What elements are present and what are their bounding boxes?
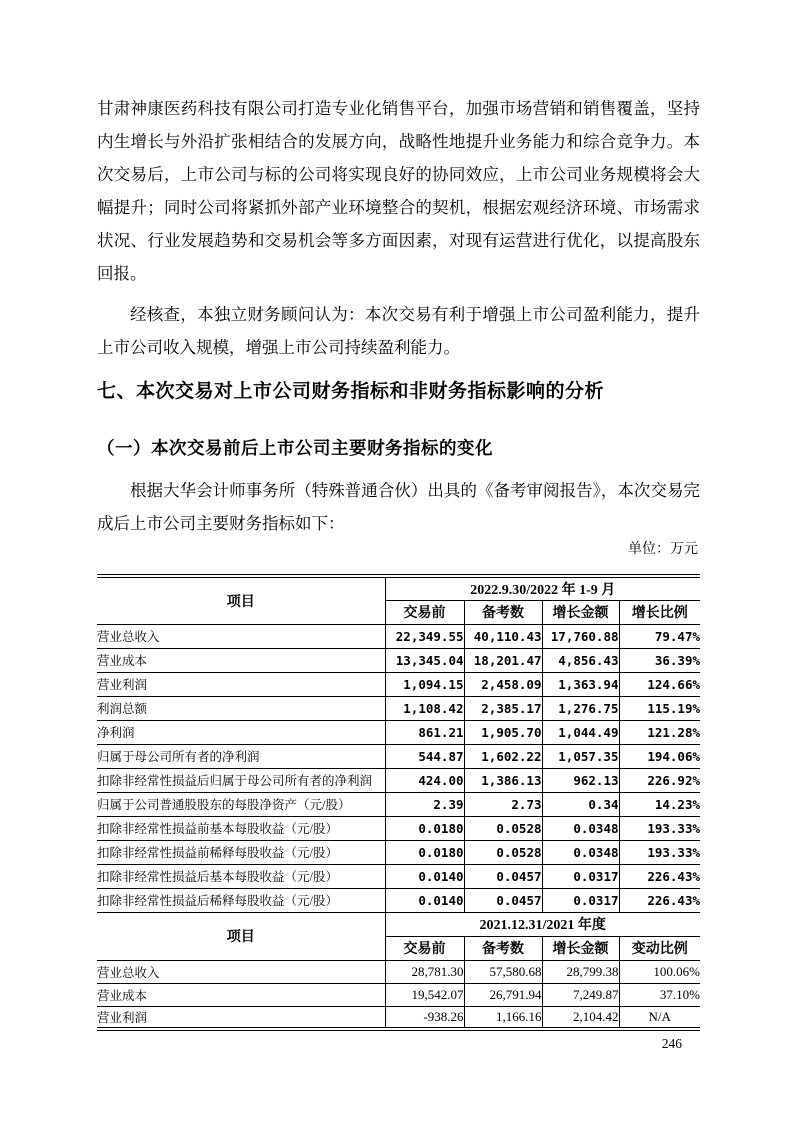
table-cell: 2,385.17 <box>464 696 542 720</box>
table-row <box>97 840 700 864</box>
table-cell: 1,044.49 <box>542 720 619 744</box>
paragraph-intro: 根据大华会计师事务所（特殊普通合伙）出具的《备考审阅报告》，本次交易完成后上市公司主要财务指标如下： <box>97 481 700 533</box>
table-cell: 1,602.22 <box>464 744 542 768</box>
table-cell: 0.0348 <box>542 840 619 864</box>
financial-indicators-table <box>97 574 700 1031</box>
table-cell: 17,760.88 <box>542 624 619 648</box>
table-cell: 193.33% <box>619 816 700 840</box>
table-cell: 1,363.94 <box>542 672 619 696</box>
table-header-row-period-2021 <box>97 912 700 936</box>
table-cell: 79.47% <box>619 624 700 648</box>
row-label: 归属于公司普通股股东的每股净资产（元/股） <box>97 792 385 816</box>
table-cell: 0.0528 <box>464 816 542 840</box>
table-row <box>97 864 700 888</box>
item-column-header: 项目 <box>97 576 385 624</box>
table-cell: 0.34 <box>542 792 619 816</box>
table-cell: 37.10% <box>619 983 700 1006</box>
column-header-growth-ratio: 增长比例 <box>619 600 700 624</box>
table-row <box>97 672 700 696</box>
table-cell: 861.21 <box>385 720 464 744</box>
table-cell: 22,349.55 <box>385 624 464 648</box>
subsection-heading: （一）本次交易前后上市公司主要财务指标的变化 <box>97 438 493 458</box>
table-row <box>97 1006 700 1029</box>
table-row <box>97 888 700 912</box>
page-number: 246 <box>661 1036 682 1051</box>
table-cell: 0.0180 <box>385 816 464 840</box>
table-cell: 4,856.43 <box>542 648 619 672</box>
table-cell: 544.87 <box>385 744 464 768</box>
table-cell: 2,458.09 <box>464 672 542 696</box>
row-label: 扣除非经常性损益前基本每股收益（元/股） <box>97 816 385 840</box>
table-cell: 0.0528 <box>464 840 542 864</box>
paragraph-continuation: 甘肃神康医药科技有限公司打造专业化销售平台，加强市场营销和销售覆盖，坚持内生增长与外沿扩张相结合的发展方向，战略性地提升业务能力和综合竞争力。本次交易后，上市公司与标的公司将实现良好的协同效应，上市公司业务规模将会大幅提升；同时公司将紧抓外部产业环境整合的契机，根据宏观经济环境、市场需求状况、行业发展趋势和交易机会等多方面因素，对现有运营进行优化，以提高股东回报。 <box>97 99 700 283</box>
table-cell: 40,110.43 <box>464 624 542 648</box>
table-row <box>97 744 700 768</box>
table-cell: 7,249.87 <box>542 983 619 1006</box>
table-cell: -938.26 <box>385 1006 464 1029</box>
column-header-pre-deal: 交易前 <box>385 936 464 960</box>
column-header-proforma: 备考数 <box>464 600 542 624</box>
table-row <box>97 696 700 720</box>
table-cell: 2,104.42 <box>542 1006 619 1029</box>
table-row <box>97 960 700 983</box>
column-header-growth-amount: 增长金额 <box>542 936 619 960</box>
table-cell: 1,057.35 <box>542 744 619 768</box>
table-cell: 226.43% <box>619 864 700 888</box>
row-label: 归属于母公司所有者的净利润 <box>97 744 385 768</box>
table-row <box>97 624 700 648</box>
table-cell: 194.06% <box>619 744 700 768</box>
table-cell: 0.0457 <box>464 864 542 888</box>
table-cell: 0.0140 <box>385 864 464 888</box>
row-label: 扣除非经常性损益后归属于母公司所有者的净利润 <box>97 768 385 792</box>
table-row <box>97 816 700 840</box>
table-row <box>97 983 700 1006</box>
table-cell: 226.43% <box>619 888 700 912</box>
row-label: 营业成本 <box>97 983 385 1006</box>
page-content <box>97 92 700 1052</box>
table-cell: 1,166.16 <box>464 1006 542 1029</box>
row-label: 净利润 <box>97 720 385 744</box>
table-cell: 424.00 <box>385 768 464 792</box>
row-label: 营业总收入 <box>97 960 385 983</box>
table-cell: 1,094.15 <box>385 672 464 696</box>
table-cell: 28,781.30 <box>385 960 464 983</box>
table-cell: 193.33% <box>619 840 700 864</box>
row-label: 营业成本 <box>97 648 385 672</box>
period-header-2021: 2021.12.31/2021 年度 <box>385 912 700 936</box>
table-cell: 14.23% <box>619 792 700 816</box>
table-row <box>97 792 700 816</box>
table-cell: 100.06% <box>619 960 700 983</box>
table-cell: 115.19% <box>619 696 700 720</box>
row-label: 利润总额 <box>97 696 385 720</box>
table-cell: 57,580.68 <box>464 960 542 983</box>
table-cell-na: N/A <box>619 1006 700 1029</box>
paragraph-advisor-opinion: 经核查，本独立财务顾问认为：本次交易有利于增强上市公司盈利能力，提升上市公司收入规模，增强上市公司持续盈利能力。 <box>97 305 700 357</box>
table-cell: 1,276.75 <box>542 696 619 720</box>
column-header-change-ratio: 变动比例 <box>619 936 700 960</box>
column-header-pre-deal: 交易前 <box>385 600 464 624</box>
table-cell: 0.0317 <box>542 864 619 888</box>
table-cell: 2.73 <box>464 792 542 816</box>
table-cell: 36.39% <box>619 648 700 672</box>
table-cell: 0.0180 <box>385 840 464 864</box>
row-label: 扣除非经常性损益后基本每股收益（元/股） <box>97 864 385 888</box>
table-cell: 0.0457 <box>464 888 542 912</box>
table-cell: 26,791.94 <box>464 983 542 1006</box>
table-cell: 2.39 <box>385 792 464 816</box>
row-label: 营业利润 <box>97 1006 385 1029</box>
table-unit-label: 单位：万元 <box>628 542 698 557</box>
column-header-growth-amount: 增长金额 <box>542 600 619 624</box>
table-cell: 0.0140 <box>385 888 464 912</box>
item-column-header: 项目 <box>97 912 385 960</box>
table-cell: 1,905.70 <box>464 720 542 744</box>
table-cell: 0.0317 <box>542 888 619 912</box>
table-cell: 1,108.42 <box>385 696 464 720</box>
table-header-row-period-2022 <box>97 576 700 600</box>
table-row <box>97 768 700 792</box>
table-cell: 124.66% <box>619 672 700 696</box>
table-cell: 226.92% <box>619 768 700 792</box>
table-cell: 13,345.04 <box>385 648 464 672</box>
table-cell: 1,386.13 <box>464 768 542 792</box>
column-header-proforma: 备考数 <box>464 936 542 960</box>
table-cell: 18,201.47 <box>464 648 542 672</box>
period-header-2022: 2022.9.30/2022 年 1-9 月 <box>385 576 700 600</box>
row-label: 营业总收入 <box>97 624 385 648</box>
table-row <box>97 648 700 672</box>
section-heading: 七、本次交易对上市公司财务指标和非财务指标影响的分析 <box>97 381 605 402</box>
table-cell: 0.0348 <box>542 816 619 840</box>
row-label: 扣除非经常性损益前稀释每股收益（元/股） <box>97 840 385 864</box>
table-row <box>97 720 700 744</box>
row-label: 扣除非经常性损益后稀释每股收益（元/股） <box>97 888 385 912</box>
table-cell: 121.28% <box>619 720 700 744</box>
row-label: 营业利润 <box>97 672 385 696</box>
table-cell: 28,799.38 <box>542 960 619 983</box>
table-cell: 962.13 <box>542 768 619 792</box>
table-cell: 19,542.07 <box>385 983 464 1006</box>
